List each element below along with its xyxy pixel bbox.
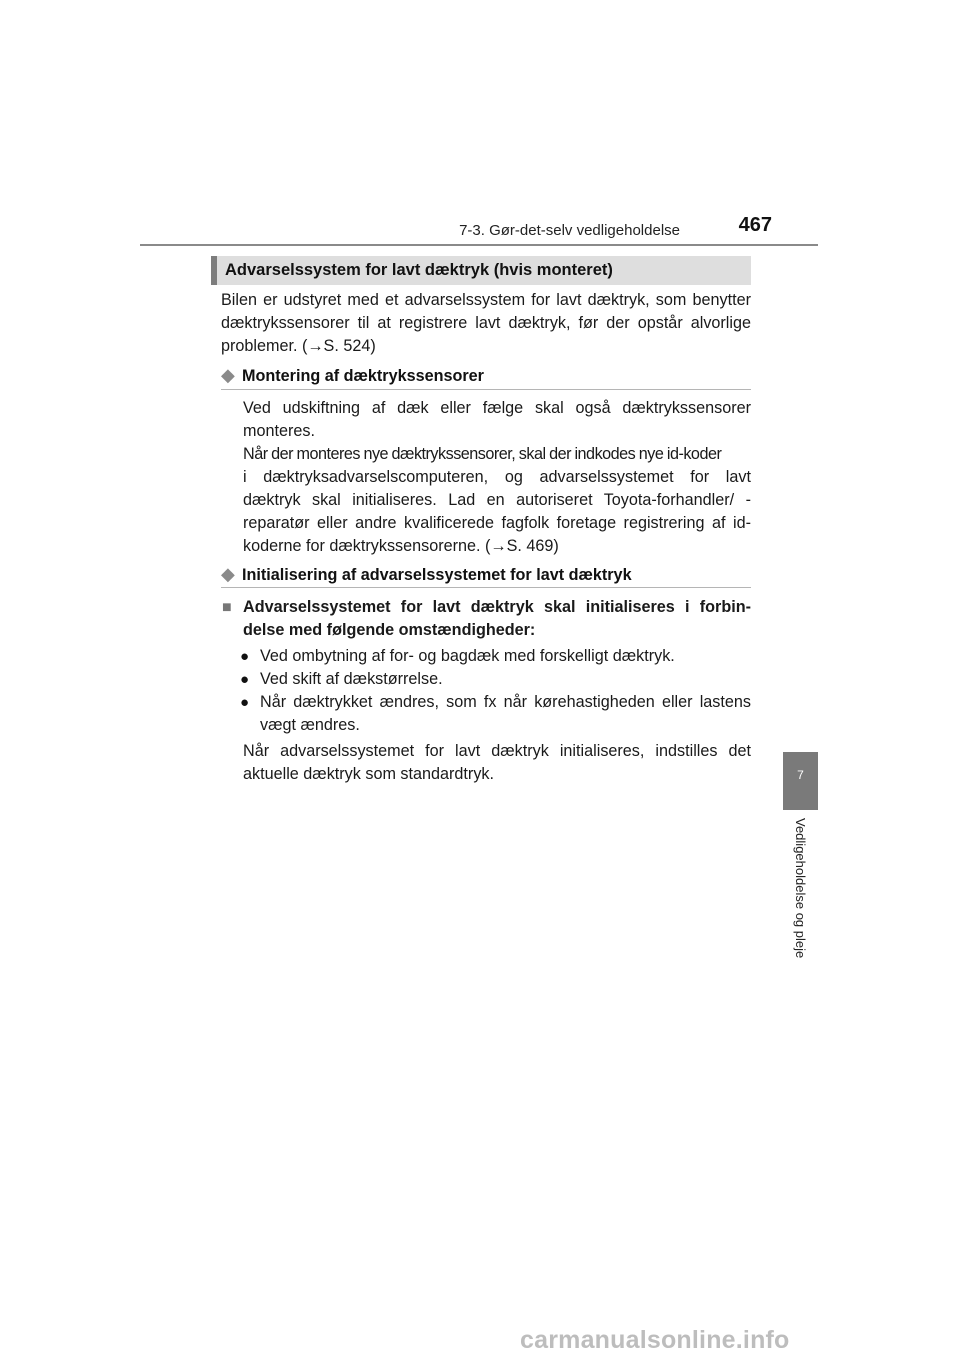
bullet-icon: ●	[240, 694, 250, 711]
square-bullet-icon: ■	[222, 599, 232, 616]
subsection2-closing: Når advarselssystemet for lavt dæktryk initialiseres, indstilles det aktuelle dæktryk som standardtryk.	[243, 742, 751, 783]
subsection1-paragraph-2: i dæktryksadvarselscomputeren, og advarselssystemet for lavt dæktryk skal initialiseres. Lad en autoriseret Toyota-forhandler/ -reparatør eller andre kvalificerede fagfolk foretage registrering af id-koderne for dæktrykssensorerne. (→S. 469)	[243, 468, 751, 555]
section-heading-bar	[211, 256, 751, 285]
subsection-title-2: Initialisering af advarselssystemet for lavt dæktryk	[242, 566, 632, 584]
subsection2-lead: Advarselssystemet for lavt dæktryk skal initialiseres i forbin- delse med følgende omstændigheder:	[243, 598, 751, 639]
subsection-divider-1	[221, 389, 751, 390]
section-heading-accent	[211, 256, 217, 285]
subsection-heading-2	[221, 563, 751, 587]
bullet-icon: ●	[240, 648, 250, 665]
header-section-title: 7-3. Gør-det-selv vedligeholdelse	[459, 222, 680, 239]
bullet-item-2: Ved skift af dækstørrelse.	[260, 670, 443, 688]
section-title: Advarselssystem for lavt dæktryk (hvis monteret)	[225, 261, 613, 279]
subsection1-paragraph-2-first-line: Når der monteres nye dæktrykssensorer, skal der indkodes nye id-koder	[243, 445, 722, 463]
intro-paragraph: Bilen er udstyret med et advarselssystem for lavt dæktryk, som benytter dæktrykssensorer til at registrere lavt dæktryk, før der opstår alvorlige problemer. (→S. 524)	[221, 291, 751, 355]
chapter-tab	[783, 752, 818, 810]
chapter-label: Vedligeholdelse og pleje	[793, 818, 808, 959]
diamond-icon: ◆	[221, 365, 235, 385]
subsection-title-1: Montering af dæktrykssensorer	[242, 367, 484, 385]
page-header	[140, 212, 818, 244]
diamond-icon: ◆	[221, 564, 235, 584]
subsection-divider-2	[221, 587, 751, 588]
subsection-heading-1	[221, 364, 751, 388]
page-number: 467	[738, 214, 772, 236]
subsection1-paragraph-1: Ved udskiftning af dæk eller fælge skal også dæktrykssensorer monteres.	[243, 399, 751, 440]
bullet-icon: ●	[240, 671, 250, 688]
watermark: carmanualsonline.info	[520, 1326, 790, 1354]
bullet-item-1: Ved ombytning af for- og bagdæk med forskelligt dæktryk.	[260, 647, 675, 665]
header-divider	[140, 244, 818, 246]
chapter-number: 7	[797, 768, 804, 782]
bullet-item-3: Når dæktrykket ændres, som fx når kørehastigheden eller lastens vægt ændres.	[260, 693, 751, 734]
